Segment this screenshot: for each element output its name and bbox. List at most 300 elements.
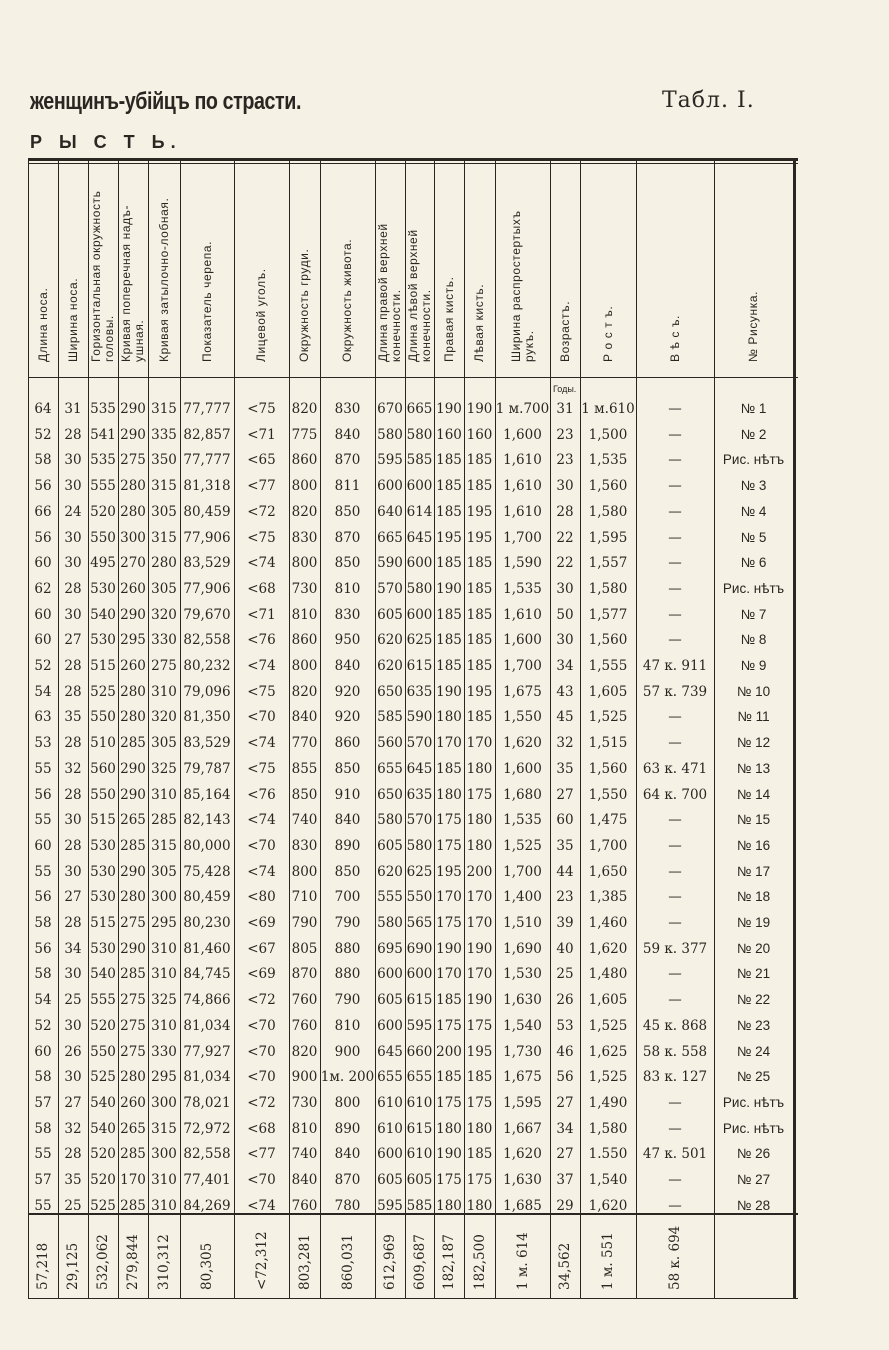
table-cell: 56: [34, 940, 52, 957]
table-cell: 615: [406, 1120, 433, 1137]
table-cell: 185: [436, 632, 462, 649]
table-cell: 650: [377, 683, 403, 700]
table-cell: 710: [291, 889, 318, 906]
figure-number-cell: № 20: [736, 940, 771, 956]
table-cell: 1,610: [503, 478, 542, 495]
table-cell: 820: [291, 1043, 318, 1060]
table-cell: 1,630: [503, 1172, 542, 1188]
table-cell: 520: [90, 1172, 116, 1188]
table-cell: 541: [90, 426, 116, 443]
table-cell: 185: [466, 555, 493, 572]
table-cell: 195: [466, 683, 493, 700]
table-cell: 1,675: [503, 1069, 542, 1086]
table-cell: 85,164: [183, 786, 231, 803]
table-cell: 540: [90, 1094, 116, 1111]
table-cell: 195: [436, 529, 462, 546]
column-header: Кривая поперечная надъ- ушная.: [119, 204, 146, 362]
table-cell: 1,620: [503, 1146, 542, 1163]
table-cell: 880: [334, 940, 361, 957]
table-cell: 58: [34, 966, 52, 983]
table-cell: 30: [64, 529, 82, 546]
average-value: 57,218: [35, 1242, 51, 1290]
table-cell: 275: [120, 992, 146, 1009]
table-cell: <74: [247, 863, 276, 880]
table-cell: 195: [466, 1043, 493, 1060]
table-cell: 1,577: [588, 606, 628, 623]
table-cell: 695: [377, 940, 403, 957]
figure-number-cell: № 15: [736, 812, 771, 828]
figure-number-cell: № 2: [740, 426, 767, 442]
table-cell: —: [668, 863, 682, 880]
table-cell: 1,700: [503, 863, 542, 880]
table-cell: 810: [334, 580, 361, 597]
table-cell: 75,428: [183, 863, 231, 880]
table-cell: 66: [34, 503, 52, 520]
table-cell: 170: [466, 915, 493, 931]
table-cell: 840: [334, 658, 361, 674]
figure-number-cell: № 1: [740, 401, 767, 416]
table-cell: 56: [34, 478, 52, 495]
table-cell: 810: [334, 1017, 361, 1034]
table-cell: 530: [90, 863, 116, 880]
table-cell: 555: [90, 992, 116, 1009]
table-cell: <67: [247, 940, 276, 957]
table-cell: 40: [556, 940, 574, 957]
table-cell: 800: [291, 863, 318, 880]
figure-number-cell: № 3: [740, 478, 767, 494]
table-cell: 570: [406, 735, 433, 752]
table-cell: 74,866: [183, 992, 231, 1009]
table-cell: 1,525: [503, 837, 542, 854]
table-cell: 77,777: [183, 401, 231, 417]
table-cell: 55: [34, 760, 52, 777]
table-cell: 605: [377, 992, 403, 1009]
table-cell: 635: [406, 786, 433, 803]
table-cell: 870: [334, 452, 361, 469]
table-cell: 52: [34, 426, 52, 443]
table-cell: 595: [406, 1017, 433, 1034]
table-cell: 180: [466, 837, 493, 854]
table-cell: 600: [377, 1146, 403, 1163]
table-cell: 325: [151, 992, 177, 1009]
table-cell: 265: [120, 1120, 146, 1137]
table-cell: —: [668, 529, 682, 546]
table-cell: 1,475: [588, 812, 628, 829]
table-cell: 830: [334, 401, 361, 417]
table-cell: 615: [406, 992, 433, 1009]
table-cell: 195: [466, 503, 493, 520]
table-cell: 830: [291, 837, 318, 854]
table-cell: 900: [334, 1043, 361, 1060]
table-cell: 890: [334, 837, 361, 854]
table-cell: 600: [406, 555, 433, 572]
table-cell: 1,595: [503, 1094, 542, 1111]
figure-number-cell: № 27: [736, 1172, 771, 1187]
table-cell: <69: [247, 915, 276, 931]
table-cell: <75: [247, 760, 276, 777]
table-cell: 25: [64, 1197, 82, 1214]
table-cell: 610: [377, 1120, 403, 1137]
table-cell: 290: [120, 401, 146, 417]
average-value: 532,062: [95, 1234, 111, 1290]
table-cell: 1,650: [588, 863, 628, 880]
table-cell: —: [668, 401, 682, 417]
table-cell: 820: [291, 401, 318, 417]
table-cell: 570: [406, 812, 433, 829]
table-cell: 170: [120, 1172, 146, 1188]
table-cell: 170: [436, 735, 462, 752]
table-cell: 28: [64, 915, 82, 931]
table-cell: —: [668, 478, 682, 495]
table-cell: 1,605: [588, 992, 628, 1009]
table-cell: 23: [556, 889, 574, 906]
table-cell: 195: [436, 863, 462, 880]
table-cell: 570: [377, 580, 403, 597]
table-cell: <77: [247, 1146, 276, 1163]
table-cell: 320: [151, 709, 177, 726]
table-cell: —: [668, 992, 682, 1009]
table-cell: 870: [334, 1172, 361, 1188]
table-cell: <65: [247, 452, 276, 469]
table-cell: 1,525: [588, 709, 628, 726]
table-cell: 185: [436, 452, 462, 469]
table-cell: 1,560: [588, 632, 628, 649]
table-cell: 34: [556, 1120, 574, 1137]
table-cell: 1,510: [503, 915, 542, 931]
table-cell: 1,600: [503, 426, 542, 443]
table-cell: 190: [466, 940, 493, 957]
table-cell: 180: [436, 786, 462, 803]
table-cell: <75: [247, 529, 276, 546]
table-cell: <76: [247, 632, 276, 649]
table-cell: 620: [377, 863, 403, 880]
table-cell: 870: [291, 966, 318, 983]
table-cell: 22: [556, 529, 574, 546]
table-cell: 840: [334, 426, 361, 443]
table-cell: 1,550: [588, 786, 628, 803]
table-cell: 62: [34, 580, 52, 597]
table-cell: —: [668, 555, 682, 572]
table-cell: 530: [90, 580, 116, 597]
table-cell: 285: [120, 1146, 146, 1163]
table-cell: 535: [90, 452, 116, 469]
table-cell: 800: [291, 478, 318, 495]
table-cell: 275: [120, 915, 146, 931]
table-cell: 840: [334, 812, 361, 829]
table-cell: 160: [436, 426, 462, 443]
table-cell: 56: [34, 889, 52, 906]
table-cell: 515: [90, 812, 116, 829]
figure-number-cell: Рис. нѣтъ: [722, 1120, 785, 1136]
table-cell: <76: [247, 786, 276, 803]
column-header: В ѣ с ъ.: [667, 315, 682, 362]
table-cell: 920: [334, 683, 361, 700]
table-cell: 660: [406, 1043, 433, 1060]
table-cell: 27: [556, 786, 574, 803]
column-header: Длина лѣвой верхней конечности.: [405, 229, 433, 362]
table-cell: 530: [90, 632, 116, 649]
table-cell: <68: [247, 1120, 276, 1137]
figure-number-cell: № 12: [736, 735, 771, 751]
average-value: 34,562: [557, 1242, 573, 1290]
figure-number-cell: № 10: [736, 683, 771, 699]
table-cell: 585: [406, 452, 433, 469]
table-cell: 1,680: [503, 786, 542, 803]
table-cell: 185: [436, 760, 462, 777]
table-cell: 185: [466, 1146, 493, 1163]
table-cell: <70: [247, 709, 276, 726]
table-cell: 1,385: [588, 889, 628, 906]
table-cell: 510: [90, 735, 116, 752]
table-cell: 77,906: [183, 529, 231, 546]
table-cell: 560: [90, 760, 116, 777]
table-cell: 39: [556, 915, 574, 931]
table-cell: 760: [291, 1017, 318, 1034]
table-cell: 50: [556, 606, 574, 623]
table-cell: 27: [64, 1094, 82, 1111]
figure-number-cell: № 21: [736, 966, 771, 982]
table-cell: 1,630: [503, 992, 542, 1009]
table-cell: 600: [406, 478, 433, 495]
table-cell: 1,620: [588, 1197, 628, 1214]
table-cell: 645: [377, 1043, 403, 1060]
table-cell: 550: [406, 889, 433, 906]
table-cell: 1,620: [503, 735, 542, 752]
table-cell: 805: [291, 940, 318, 957]
column-header: Р о с т ъ.: [600, 305, 615, 362]
table-cell: 305: [151, 503, 177, 520]
table-cell: 280: [151, 555, 177, 572]
table-cell: 605: [406, 1172, 433, 1188]
table-cell: 1,560: [588, 478, 628, 495]
table-cell: 170: [436, 966, 462, 983]
average-value: 803,281: [296, 1234, 313, 1290]
table-cell: 310: [151, 1017, 177, 1034]
table-cell: 185: [466, 658, 493, 674]
table-cell: 850: [291, 786, 318, 803]
figure-number-cell: № 6: [740, 555, 767, 571]
table-cell: 22: [556, 555, 574, 572]
table-cell: 1,600: [503, 760, 542, 777]
table-cell: 190: [436, 401, 462, 417]
average-value: 1 м. 551: [600, 1232, 616, 1290]
table-cell: 81,318: [183, 478, 231, 495]
table-cell: 80,230: [183, 915, 231, 931]
table-cell: 1,540: [588, 1172, 628, 1188]
table-cell: 31: [556, 401, 574, 417]
table-cell: 64 к. 700: [642, 786, 708, 803]
column-header: Горизонтальная окружность головы.: [89, 190, 116, 362]
table-cell: 605: [377, 837, 403, 854]
table-cell: 800: [291, 555, 318, 572]
table-cell: 26: [556, 992, 574, 1009]
table-cell: 1,685: [503, 1197, 542, 1214]
figure-number-cell: № 23: [736, 1017, 771, 1033]
table-cell: 585: [377, 709, 403, 726]
table-cell: 1,500: [588, 426, 628, 443]
table-cell: 180: [466, 1197, 493, 1214]
table-cell: 840: [291, 1172, 318, 1188]
table-top-rule-thin: [28, 163, 798, 164]
table-cell: —: [668, 1120, 682, 1137]
table-cell: 185: [436, 992, 462, 1009]
table-cell: 79,096: [183, 683, 231, 700]
table-bottom-rule: [28, 1298, 798, 1299]
table-cell: 60: [34, 1043, 52, 1060]
table-cell: —: [668, 966, 682, 983]
average-value: 29,125: [65, 1242, 81, 1290]
table-cell: 57: [34, 1172, 52, 1188]
table-cell: 1,535: [588, 452, 628, 469]
table-cell: 590: [377, 555, 403, 572]
table-cell: 1м. 200: [320, 1069, 375, 1086]
table-cell: 555: [377, 889, 403, 906]
table-cell: 860: [291, 632, 318, 649]
table-cell: 72,972: [183, 1120, 231, 1137]
table-cell: 700: [334, 889, 361, 906]
table-cell: 310: [151, 966, 177, 983]
table-cell: 28: [556, 503, 574, 520]
table-cell: 83 к. 127: [642, 1069, 708, 1086]
table-cell: 1 м.700: [495, 401, 550, 417]
average-value: 182,187: [441, 1234, 457, 1290]
table-cell: 195: [466, 529, 493, 546]
table-cell: 27: [556, 1094, 574, 1111]
table-cell: 185: [466, 580, 493, 597]
column-header: Окружность живота.: [340, 238, 354, 362]
table-cell: 1,555: [588, 658, 628, 674]
table-cell: 23: [556, 426, 574, 443]
table-cell: 580: [406, 426, 433, 443]
table-cell: 810: [291, 1120, 318, 1137]
table-cell: 625: [406, 863, 433, 880]
page-subtitle: Р Ы С Т Ь.: [30, 132, 182, 152]
table-cell: 840: [291, 709, 318, 726]
table-cell: 1,490: [588, 1094, 628, 1111]
table-cell: 55: [34, 1146, 52, 1163]
table-cell: —: [668, 452, 682, 469]
table-cell: 290: [120, 606, 146, 623]
column-rule: [793, 158, 796, 1298]
table-cell: 52: [34, 1017, 52, 1034]
table-cell: 1,730: [503, 1043, 542, 1060]
table-cell: —: [668, 837, 682, 854]
table-cell: 28: [64, 837, 82, 854]
table-cell: 53: [556, 1017, 574, 1034]
column-header: Правая кисть.: [441, 276, 456, 362]
average-value: 612,969: [382, 1234, 398, 1290]
table-cell: <74: [247, 555, 276, 572]
table-cell: 55: [34, 1197, 52, 1214]
figure-number-cell: № 22: [736, 992, 771, 1008]
table-cell: 610: [406, 1146, 433, 1163]
table-cell: 170: [466, 735, 493, 752]
table-cell: 28: [64, 658, 82, 674]
table-cell: 82,558: [183, 1146, 231, 1163]
table-cell: 275: [120, 1043, 146, 1060]
table-cell: 30: [64, 1017, 82, 1034]
table-cell: 175: [466, 786, 493, 803]
table-cell: 190: [436, 683, 462, 700]
table-cell: 175: [436, 812, 462, 829]
figure-number-cell: Рис. нѣтъ: [722, 580, 785, 596]
table-cell: 1,560: [588, 760, 628, 777]
average-value: <72,312: [253, 1231, 270, 1290]
table-cell: 52: [34, 658, 52, 674]
table-cell: 860: [334, 735, 361, 752]
table-cell: 285: [151, 812, 177, 829]
table-cell: 315: [151, 529, 177, 546]
table-cell: 1,625: [588, 1043, 628, 1060]
table-cell: 57: [34, 1094, 52, 1111]
table-cell: 30: [64, 555, 82, 572]
table-cell: 800: [334, 1094, 361, 1111]
table-cell: <70: [247, 1017, 276, 1034]
table-cell: 1,610: [503, 606, 542, 623]
figure-number-cell: № 7: [740, 606, 767, 622]
table-cell: 830: [334, 606, 361, 623]
table-cell: 57 к. 739: [642, 683, 708, 700]
table-cell: 330: [151, 1043, 177, 1060]
table-cell: 950: [334, 632, 361, 649]
table-cell: 305: [151, 863, 177, 880]
table-cell: 30: [64, 966, 82, 983]
figure-number-cell: № 4: [740, 503, 767, 519]
table-cell: <74: [247, 1197, 276, 1214]
column-header: Длина правой верхней конечности.: [376, 223, 403, 362]
table-cell: 81,460: [183, 940, 231, 957]
table-cell: 525: [90, 683, 116, 700]
table-cell: <72: [247, 992, 276, 1009]
table-cell: 310: [151, 683, 177, 700]
table-cell: 590: [406, 709, 433, 726]
table-cell: 610: [377, 1094, 403, 1111]
table-cell: 175: [436, 837, 462, 854]
table-cell: 77,401: [183, 1172, 231, 1188]
table-cell: 45: [556, 709, 574, 726]
table-cell: 1,610: [503, 452, 542, 469]
table-cell: 540: [90, 966, 116, 983]
table-cell: 580: [377, 426, 403, 443]
table-cell: 550: [90, 529, 116, 546]
table-cell: 58: [34, 915, 52, 931]
table-cell: 330: [151, 632, 177, 649]
table-cell: 555: [90, 478, 116, 495]
table-cell: 185: [436, 606, 462, 623]
table-cell: —: [668, 709, 682, 726]
table-cell: 84,269: [183, 1197, 231, 1214]
table-cell: 655: [377, 1069, 403, 1086]
table-cell: 580: [406, 580, 433, 597]
table-cell: 32: [64, 1120, 82, 1137]
table-cell: 80,459: [183, 889, 231, 906]
page-title: женщинъ-убійцъ по страсти.: [30, 88, 302, 115]
table-cell: 295: [151, 1069, 177, 1086]
table-cell: 60: [556, 812, 574, 829]
table-cell: 1,400: [503, 889, 542, 906]
figure-number-cell: № 8: [740, 632, 767, 648]
table-cell: 600: [377, 966, 403, 983]
table-cell: 290: [120, 940, 146, 957]
table-cell: 275: [120, 1017, 146, 1034]
table-cell: 614: [406, 503, 433, 520]
table-cell: 645: [406, 529, 433, 546]
table-cell: 185: [436, 1069, 462, 1086]
table-cell: 600: [377, 478, 403, 495]
table-cell: 78,021: [183, 1094, 231, 1111]
table-cell: —: [668, 503, 682, 520]
table-cell: 30: [556, 478, 574, 495]
